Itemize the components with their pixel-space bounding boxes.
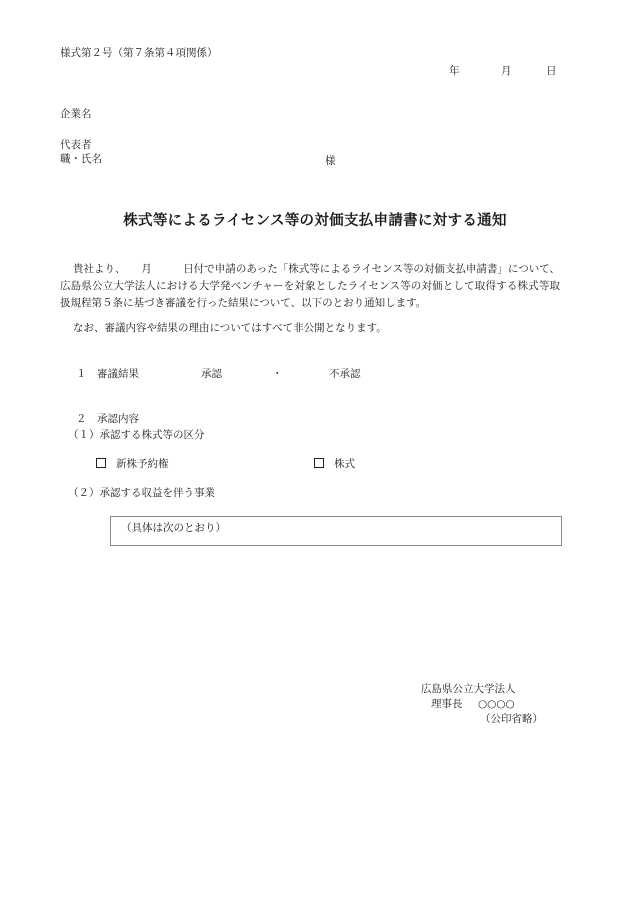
section1-label: 審議結果 xyxy=(97,368,139,380)
option-new-share-warrant-label: 新株予約権 xyxy=(116,458,169,470)
signature-name: ○○○○ xyxy=(478,698,515,710)
option-shares[interactable] xyxy=(314,458,355,471)
sub2-label: （２）承認する収益を伴う事業 xyxy=(68,487,215,499)
section1-number: １ xyxy=(76,368,87,380)
option-separator: ・ xyxy=(272,368,283,380)
business-detail-box[interactable] xyxy=(110,516,562,546)
date-year: 年 xyxy=(449,65,460,77)
company-label: 企業名 xyxy=(60,108,92,120)
body-note: なお、審議内容や結果の理由についてはすべて非公開となります。 xyxy=(73,322,387,334)
approve-option: 承認 xyxy=(201,368,222,380)
checkbox-shares[interactable] xyxy=(314,458,324,468)
signature-position: 理事長 xyxy=(431,698,463,710)
body-paragraph: 貴社より、 月 日付で申請のあった「株式等によるライセンス等の対価支払申請書」について、広島県公立大学法人における大学発ベンチャーを対象としたライセンス等の対価として取得する株式等取扱規程第５条に基づき審議を行った結果について、以下のとおり通知します。 xyxy=(60,263,560,309)
section2-number: ２ xyxy=(76,413,87,425)
option-new-share-warrant[interactable] xyxy=(96,458,169,471)
reject-option: 不承認 xyxy=(329,368,361,380)
representative-label: 代表者 xyxy=(60,139,92,151)
option-shares-label: 株式 xyxy=(334,458,355,470)
business-detail-text: （具体は次のとおり） xyxy=(121,522,226,534)
date-day: 日 xyxy=(546,65,557,77)
checkbox-new-share-warrant[interactable] xyxy=(96,458,106,468)
sub1-label: （１）承認する株式等の区分 xyxy=(68,429,205,441)
form-number: 様式第２号（第７条第４項関係） xyxy=(60,47,218,59)
date-month: 月 xyxy=(501,65,512,77)
title-name-label: 職・氏名 xyxy=(60,153,102,165)
honorific: 様 xyxy=(325,155,336,167)
signature-organization: 広島県公立大学法人 xyxy=(421,683,516,695)
document-title: 株式等によるライセンス等の対価支払申請書に対する通知 xyxy=(123,212,507,229)
seal-note: （公印省略） xyxy=(480,713,543,725)
section2-label: 承認内容 xyxy=(97,413,139,425)
